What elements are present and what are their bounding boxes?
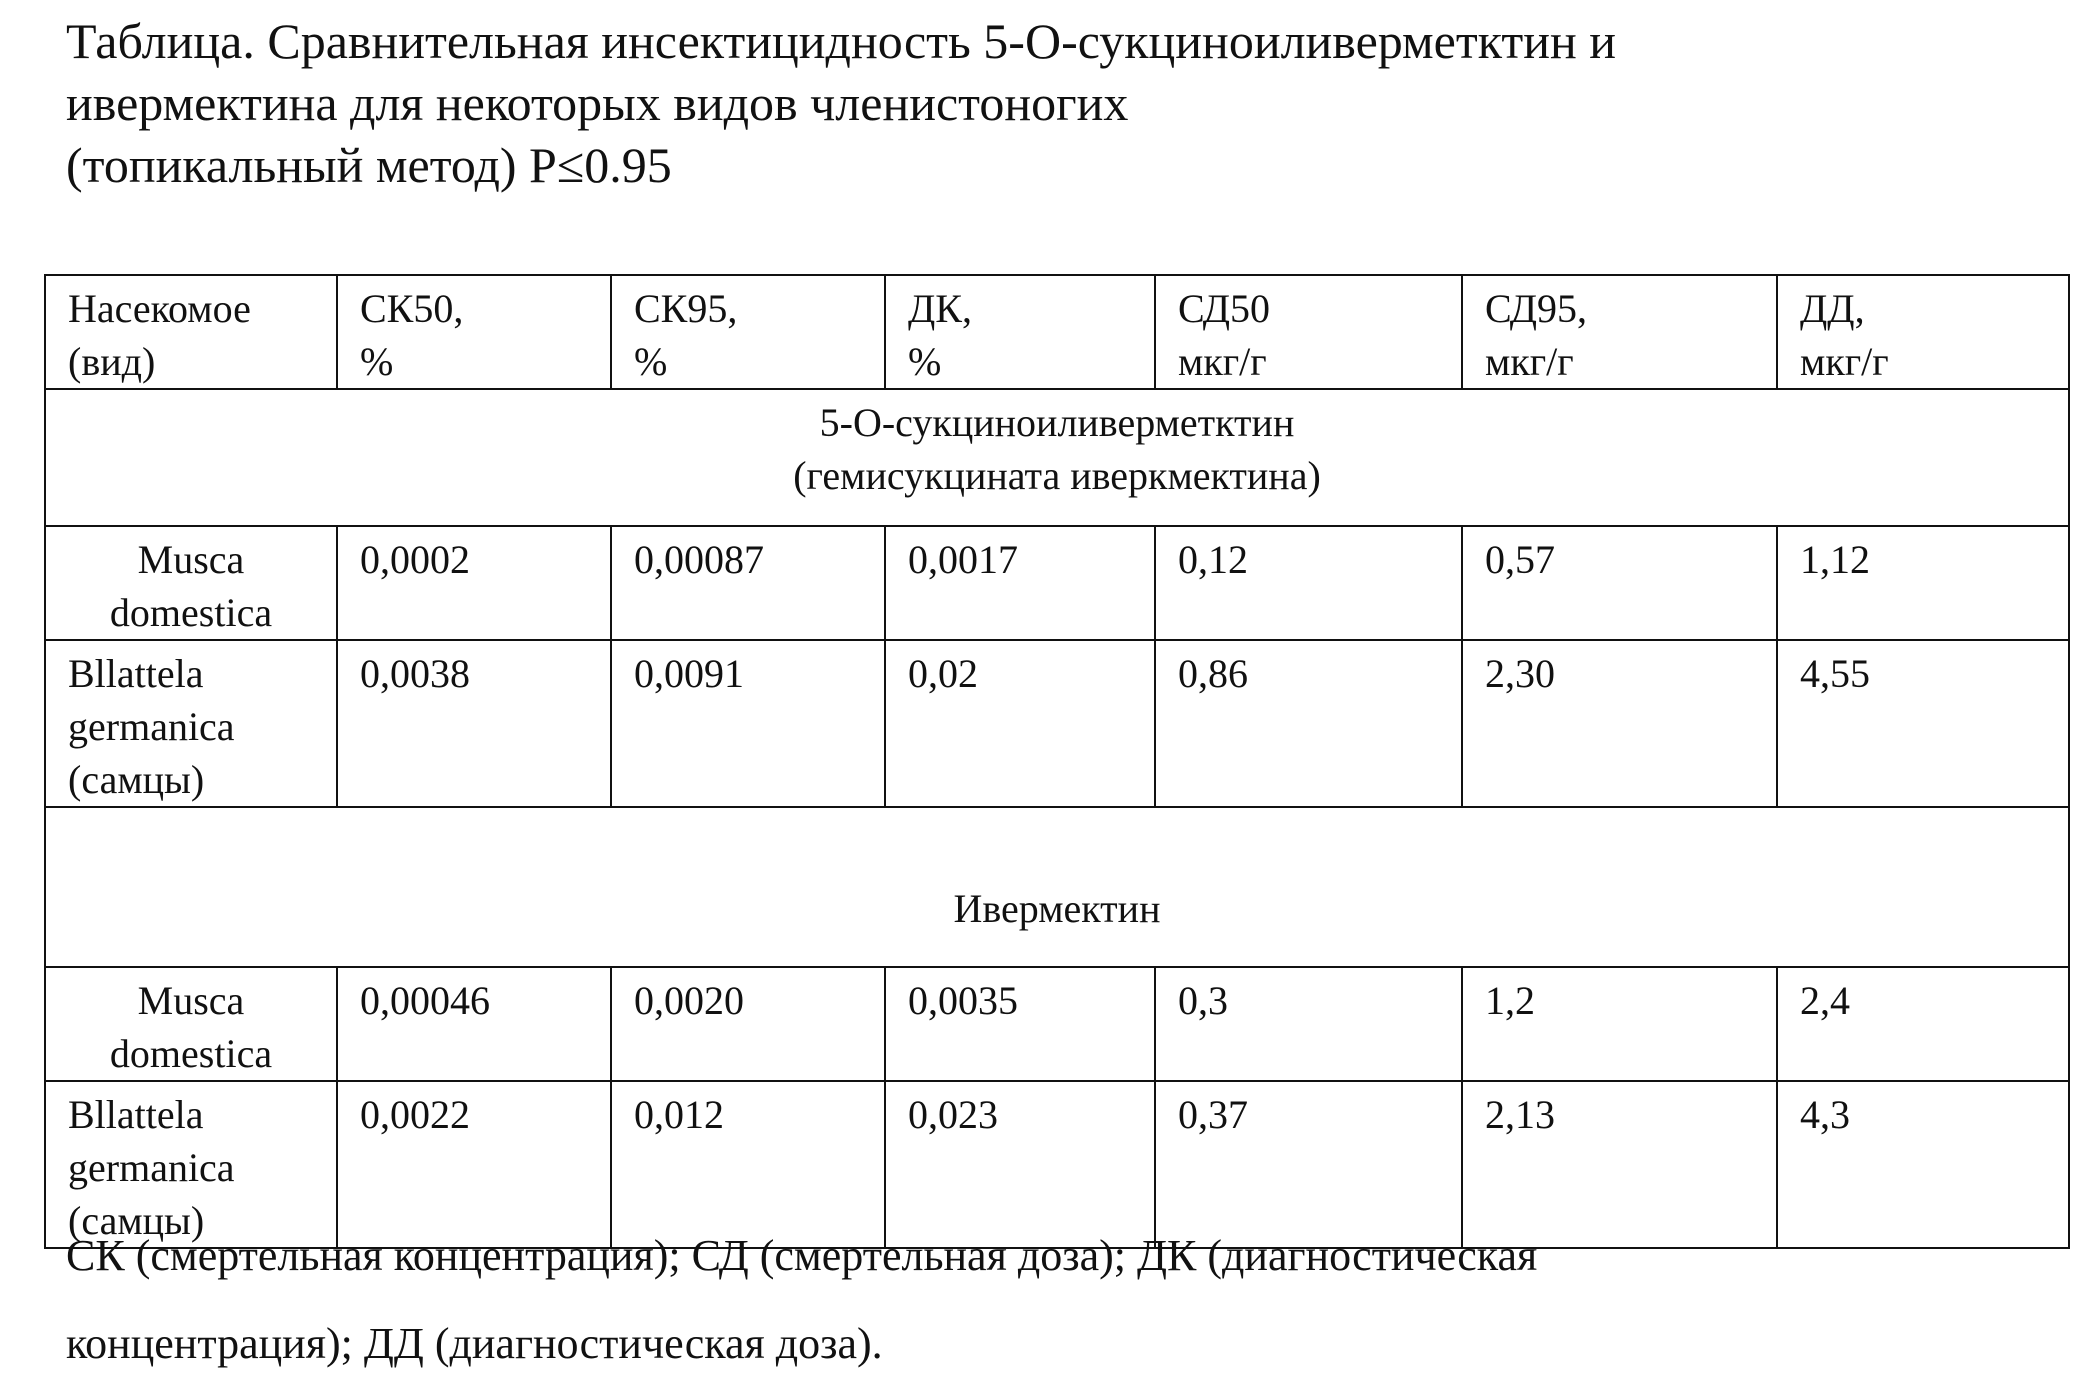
value-cell: 0,0022	[337, 1081, 611, 1248]
table-title	[66, 10, 2066, 196]
value-cell: 0,0091	[611, 640, 885, 807]
species-cell: Musca domestica	[45, 526, 337, 640]
header-cell-species: Насекомое (вид)	[45, 275, 337, 389]
section-row	[45, 807, 2069, 967]
value-cell: 0,0038	[337, 640, 611, 807]
header-cell-sd50: СД50 мкг/г	[1155, 275, 1462, 389]
value-cell: 0,00087	[611, 526, 885, 640]
section-row	[45, 389, 2069, 526]
value-cell: 0,0035	[885, 967, 1155, 1081]
value-cell: 0,00046	[337, 967, 611, 1081]
value-cell: 0,0017	[885, 526, 1155, 640]
value-cell: 0,3	[1155, 967, 1462, 1081]
insecticidity-table	[44, 274, 2070, 1249]
value-cell: 0,12	[1155, 526, 1462, 640]
header-cell-dd: ДД, мкг/г	[1777, 275, 2069, 389]
value-cell: 0,37	[1155, 1081, 1462, 1248]
header-cell-dk: ДК, %	[885, 275, 1155, 389]
value-cell: 0,0002	[337, 526, 611, 640]
value-cell: 1,12	[1777, 526, 2069, 640]
header-cell-ck50: СК50, %	[337, 275, 611, 389]
title-line-1: Таблица. Сравнительная инсектицидность 5-О-сукциноиливерметктин и	[66, 13, 1616, 69]
footnote-line-1: СК (смертельная концентрация); СД (смертельная доза); ДК (диагностическая	[66, 1231, 1538, 1280]
value-cell: 0,86	[1155, 640, 1462, 807]
table-row	[45, 640, 2069, 807]
value-cell: 2,30	[1462, 640, 1777, 807]
value-cell: 2,4	[1777, 967, 2069, 1081]
table-row	[45, 526, 2069, 640]
footnote-line-2: концентрация); ДД (диагностическая доза).	[66, 1319, 883, 1368]
table-row	[45, 967, 2069, 1081]
value-cell: 0,0020	[611, 967, 885, 1081]
value-cell: 4,3	[1777, 1081, 2069, 1248]
value-cell: 2,13	[1462, 1081, 1777, 1248]
species-cell: Bllattela germanica (самцы)	[45, 1081, 337, 1248]
species-cell: Musca domestica	[45, 967, 337, 1081]
section-title-ivermectin: Ивермектин	[45, 807, 2069, 967]
species-cell: Bllattela germanica (самцы)	[45, 640, 337, 807]
value-cell: 4,55	[1777, 640, 2069, 807]
title-line-3: (топикальный метод) P≤0.95	[66, 137, 672, 193]
header-cell-sd95: СД95, мкг/г	[1462, 275, 1777, 389]
section-title-succinoyl: 5-О-сукциноиливерметктин (гемисукцината иверкмектина)	[45, 389, 2069, 526]
value-cell: 1,2	[1462, 967, 1777, 1081]
title-line-2: ивермектина для некоторых видов членистоногих	[66, 75, 1129, 131]
value-cell: 0,012	[611, 1081, 885, 1248]
value-cell: 0,57	[1462, 526, 1777, 640]
value-cell: 0,02	[885, 640, 1155, 807]
footnote	[66, 1212, 2066, 1388]
header-row	[45, 275, 2069, 389]
value-cell: 0,023	[885, 1081, 1155, 1248]
header-cell-ck95: СК95, %	[611, 275, 885, 389]
